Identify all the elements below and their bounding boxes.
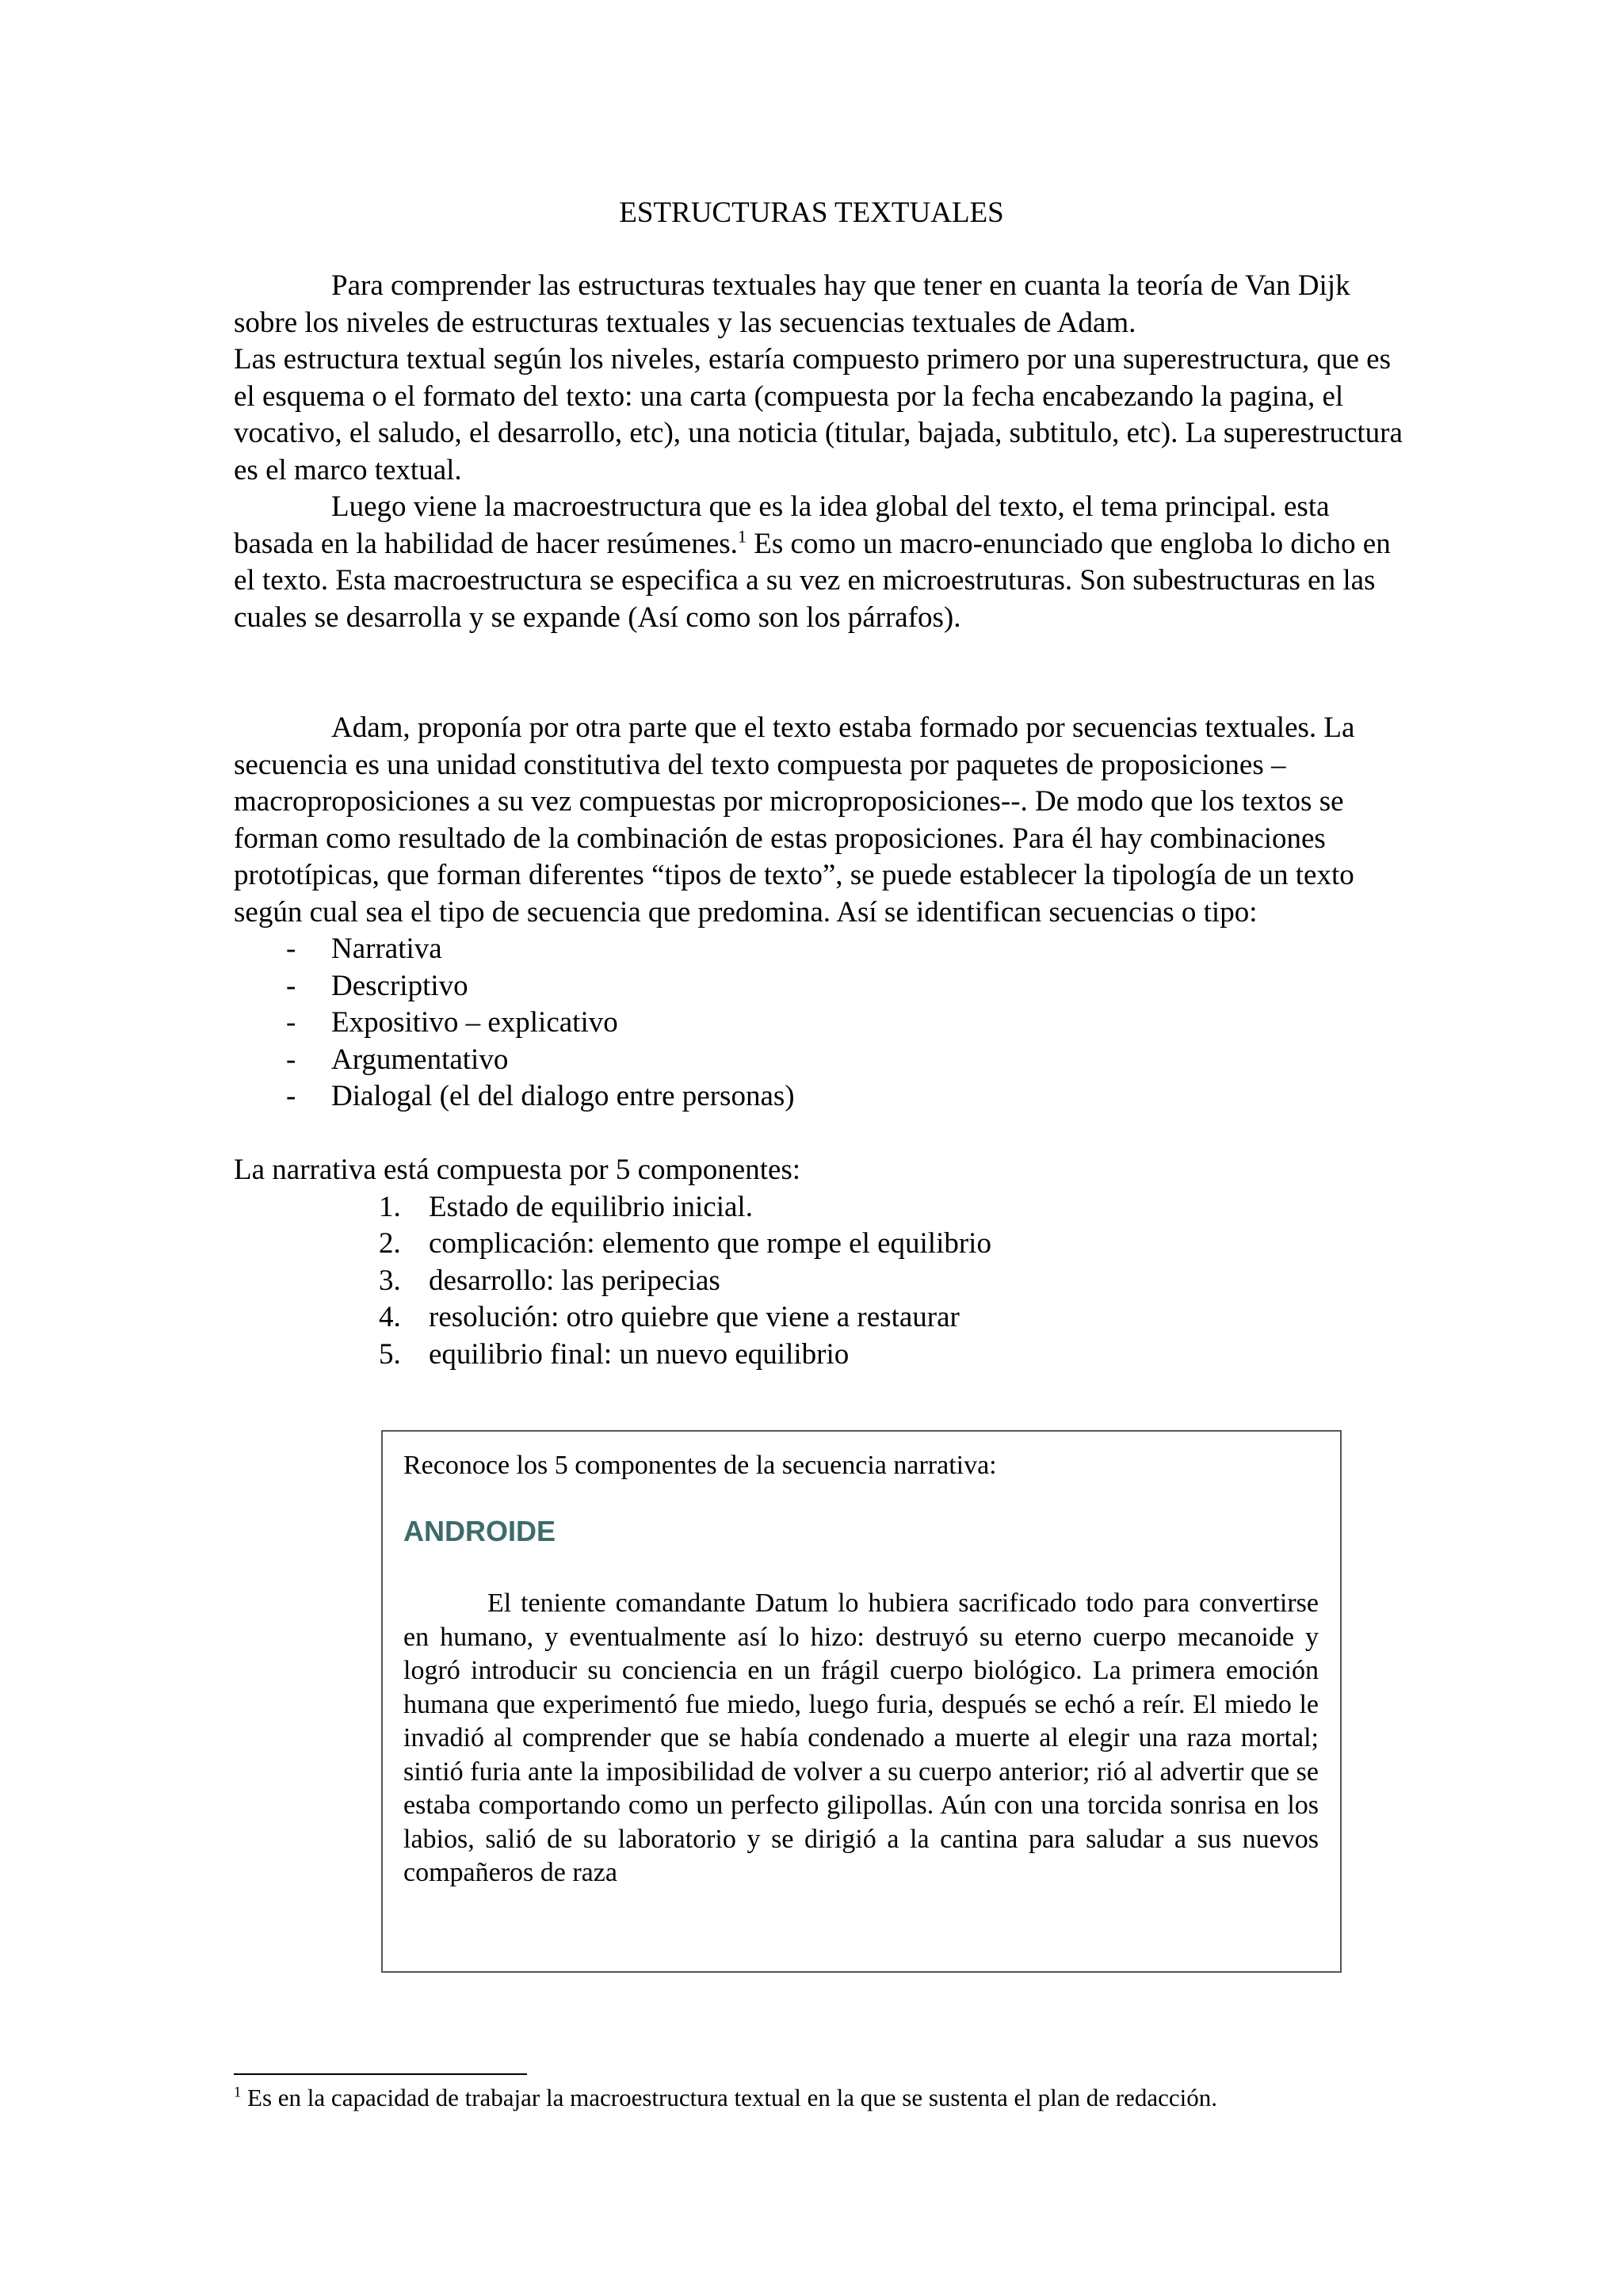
paragraph-intro: Para comprender las estructuras textuales hay que tener en cuanta la teoría de Van Dijk sobre los niveles de estructuras textuales y las secuencias textuales de Adam. [234,269,1350,339]
list-item-text: complicación: elemento que rompe el equilibrio [429,1227,991,1260]
list-item-text: Estado de equilibrio inicial. [429,1190,753,1223]
footnote [234,2082,1217,2114]
list-bullet: - [286,1043,296,1076]
list-bullet: - [286,1080,296,1112]
list-item [234,1263,1415,1300]
list-item-text: Narrativa [331,933,442,965]
document-title: ESTRUCTURAS TEXTUALES [619,196,1004,229]
list-item-text: desarrollo: las peripecias [429,1264,720,1297]
list-number: 1. [379,1190,401,1223]
list-number: 2. [379,1227,401,1260]
list-item [234,931,1415,968]
list-item-text: Expositivo – explicativo [331,1006,618,1039]
list-item [234,968,1415,1005]
section-van-dijk [234,268,1415,636]
exercise-instruction: Reconoce los 5 componentes de la secuencia narrativa: [403,1451,997,1480]
list-item [234,1005,1415,1042]
paragraph-macrostructure [234,489,1415,636]
macrostructure-text-end: Es como un macro-enunciado que engloba lo dicho en el texto. Esta macroestructura se especifica a su vez en microestruturas. Son subestructuras en las cuales se desarrolla y se expande (Así como son los párrafos). [234,527,1391,634]
macrostructure-text-start: Luego viene la macroestructura que es la idea global del texto, el tema principal. esta basada en la habilidad de hacer resúmenes. [234,490,1330,560]
list-item [234,1337,1415,1374]
list-item-text: equilibrio final: un nuevo equilibrio [429,1337,850,1371]
list-bullet: - [286,1006,296,1039]
paragraph-superstructure: Las estructura textual según los niveles, estaría compuesto primero por una superestructura, que es el esquema o el formato del texto: una carta (compuesta por la fecha encabezando la pagina, el vocativo, el saludo, el desarrollo, etc), una noticia (titular, bajada, subtitulo, etc). La superestructura es el marco textual. [234,343,1403,486]
list-number: 4. [379,1301,401,1333]
list-item [234,1189,1415,1226]
list-item-text: Dialogal (el del dialogo entre personas) [331,1080,795,1112]
sequence-type-list [234,931,1415,1116]
story-text: El teniente comandante Datum lo hubiera sacrificado todo para convertirse en humano, y eventualmente así lo hizo: destruyó su eterno cuerpo mecanoide y logró introducir su conciencia en un frágil cuerpo biológico. La primera emoción humana que experimentó fue miedo, luego furia, después se echó a reír. El miedo le invadió al comprender que se había condenado a muerte al elegir una raza mortal; sintió furia ante la imposibilidad de volver a su cuerpo anterior; rió al advertir que se estaba comportando como un perfecto gilipollas. Aún con una torcida sonrisa en los labios, salió de su laboratorio y se dirigió a la cantina para saludar a sus nuevos compañeros de raza [403,1589,1319,1887]
list-bullet: - [286,933,296,965]
list-item [234,1078,1415,1116]
list-number: 3. [379,1264,401,1297]
list-item-text: Descriptivo [331,969,468,1002]
list-item [234,1299,1415,1337]
section-adam [234,710,1415,1373]
footnote-separator [234,2073,527,2075]
narrative-component-list [234,1189,1415,1374]
spacer [234,1116,1415,1153]
footnote-reference[interactable]: 1 [737,526,747,547]
story-title: ANDROIDE [403,1515,556,1547]
footnote-marker: 1 [234,2084,242,2101]
list-item [234,1226,1415,1263]
list-item-text: Argumentativo [331,1043,509,1076]
list-number: 5. [379,1337,401,1371]
list-item [234,1042,1415,1079]
paragraph-adam: Adam, proponía por otra parte que el texto estaba formado por secuencias textuales. La secuencia es una unidad constitutiva del texto compuesta por paquetes de proposiciones –macroproposiciones a su vez compuestas por microproposiciones--. De modo que los textos se forman como resultado de la combinación de estas proposiciones. Para él hay combinaciones prototípicas, que forman diferentes “tipos de texto”, se puede establecer la tipología de un texto según cual sea el tipo de secuencia que predomina. Así se identifican secuencias o tipo: [234,711,1355,929]
paragraph-narrative-intro: La narrativa está compuesta por 5 componentes: [234,1154,801,1186]
footnote-text: Es en la capacidad de trabajar la macroestructura textual en la que se sustenta el plan de redacción. [241,2084,1217,2111]
list-item-text: resolución: otro quiebre que viene a restaurar [429,1301,960,1333]
exercise-box [381,1430,1342,1973]
list-bullet: - [286,969,296,1002]
